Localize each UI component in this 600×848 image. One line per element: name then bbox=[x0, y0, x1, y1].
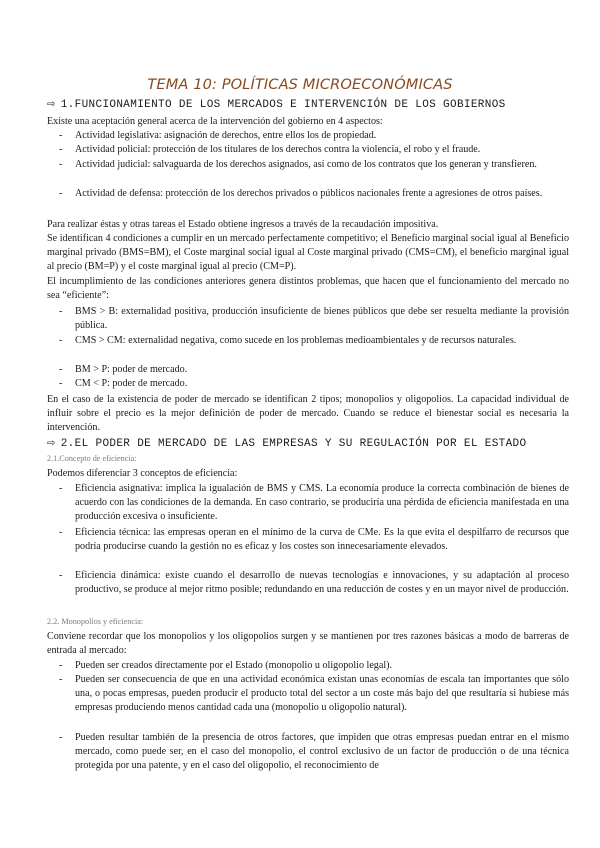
section-heading-2 bbox=[47, 436, 567, 452]
list-item-aspecto: - Actividad judicial: salvaguarda de los derechos asignados, así como de los contratos que los generan y transfieren. bbox=[59, 159, 537, 170]
subheading-eficiencia: 2.1.Concepto de eficiencia: bbox=[47, 454, 137, 463]
subheading-monopolios: 2.2. Monopolios y eficiencia: bbox=[47, 617, 144, 626]
paragraph-condiciones: Se identifican 4 condiciones a cumplir en un mercado perfectamente competitivo; el Beneficio marginal social igual al Beneficio marginal privado (BMS=BM), el Coste marginal social igual al Coste marginal privado (CMS=CM), el beneficio marginal igual al precio (BM=P) y el coste marginal igual al precio (CM=P). bbox=[47, 233, 569, 273]
list-item-barrera: - Pueden resultar también de la presencia de otros factores, que impiden que otras empresas puedan entrar en el mismo mercado, como puede ser, en el caso del monopolio, el control exclusivo de un factor de producción o de una técnica protegida por una patente, y en el caso del oligopolio, el reconocimiento de bbox=[59, 732, 569, 772]
paragraph-poder-mercado: En el caso de la existencia de poder de mercado se identifican 2 tipos; monopolios y oligopolios. La capacidad individual de influir sobre el precio es la mejor definición de poder de mercado. Cuando se reduce el bienestar social es necesaria la intervención. bbox=[47, 394, 569, 434]
paragraph-eficiencia-intro: Podemos diferenciar 3 conceptos de eficiencia: bbox=[47, 468, 238, 479]
paragraph-monopolios-intro: Conviene recordar que los monopolios y los oligopolios surgen y se mantienen por tres razones básicas a modo de barreras de entrada al mercado: bbox=[47, 631, 569, 657]
list-item-eficiencia: - Eficiencia asignativa: implica la igualación de BMS y CMS. La economía produce la correcta combinación de bienes de acuerdo con las condiciones de la demanda. En caso contrario, se produciría una pérdida de eficiencia manifestada en una producción excesiva o insuficiente. bbox=[59, 483, 569, 523]
paragraph-ingresos: Para realizar éstas y otras tareas el Estado obtiene ingresos a través de la recaudación impositiva. bbox=[47, 219, 439, 230]
list-item-problema: - BM > P: poder de mercado. bbox=[59, 364, 188, 375]
list-item-eficiencia: - Eficiencia técnica: las empresas operan en el mínimo de la curva de CMe. Es la que evita el despilfarro de recursos que podría producirse cuando la gestión no es eficaz y los costes son innecesariamente elevados. bbox=[59, 527, 569, 553]
page-title: TEMA 10: POLÍTICAS MICROECONÓMICAS bbox=[147, 76, 453, 93]
paragraph-incumplimiento: El incumplimiento de las condiciones anteriores genera distintos problemas, que hacen que el funcionamiento del mercado no sea “eficiente”: bbox=[47, 276, 569, 302]
list-item-barrera: - Pueden ser creados directamente por el Estado (monopolio u oligopolio legal). bbox=[59, 660, 393, 671]
arrow-right-icon: ⇨ bbox=[47, 438, 56, 449]
list-item-problema: - BMS > B: externalidad positiva, producción insuficiente de bienes públicos que debe ser resuelta mediante la provisión pública. bbox=[59, 306, 569, 332]
list-item-eficiencia: - Eficiencia dinámica: existe cuando el desarrollo de nuevas tecnologías e innovaciones, y su adaptación al proceso productivo, se produce al mejor ritmo posible; redundando en una reducción de costes y en un mayor nivel de producción. bbox=[59, 570, 569, 596]
section-heading-2-text: 2.EL PODER DE MERCADO DE LAS EMPRESAS Y SU REGULACIÓN POR EL ESTADO bbox=[60, 438, 527, 450]
list-item-aspecto: - Actividad policial: protección de los titulares de los derechos contra la violencia, el robo y el fraude. bbox=[59, 144, 481, 155]
section-heading-1-text: 1.FUNCIONAMIENTO DE LOS MERCADOS E INTERVENCIÓN DE LOS GOBIERNOS bbox=[60, 99, 506, 111]
paragraph-intro-aspectos: Existe una aceptación general acerca de la intervención del gobierno en 4 aspectos: bbox=[47, 116, 383, 127]
arrow-right-icon: ⇨ bbox=[47, 99, 56, 110]
list-item-problema: - CM < P: poder de mercado. bbox=[59, 378, 188, 389]
section-heading-1 bbox=[47, 97, 567, 113]
list-item-aspecto: - Actividad de defensa: protección de los derechos privados o públicos nacionales frente a agresiones de otros países. bbox=[59, 188, 543, 199]
list-item-barrera: - Pueden ser consecuencia de que en una actividad económica existan unas economías de escala tan importantes que sólo una, o pocas empresas, pueden producir el producto total del sector a un coste más bajo del que resultaría si hubiese más empresas produciendo menos cantidad cada una (monopolio u oligopolio natural). bbox=[59, 674, 569, 714]
list-item-aspecto: - Actividad legislativa: asignación de derechos, entre ellos los de propiedad. bbox=[59, 130, 377, 141]
list-item-problema: - CMS > CM: externalidad negativa, como sucede en los problemas medioambientales y de recursos naturales. bbox=[59, 335, 517, 346]
